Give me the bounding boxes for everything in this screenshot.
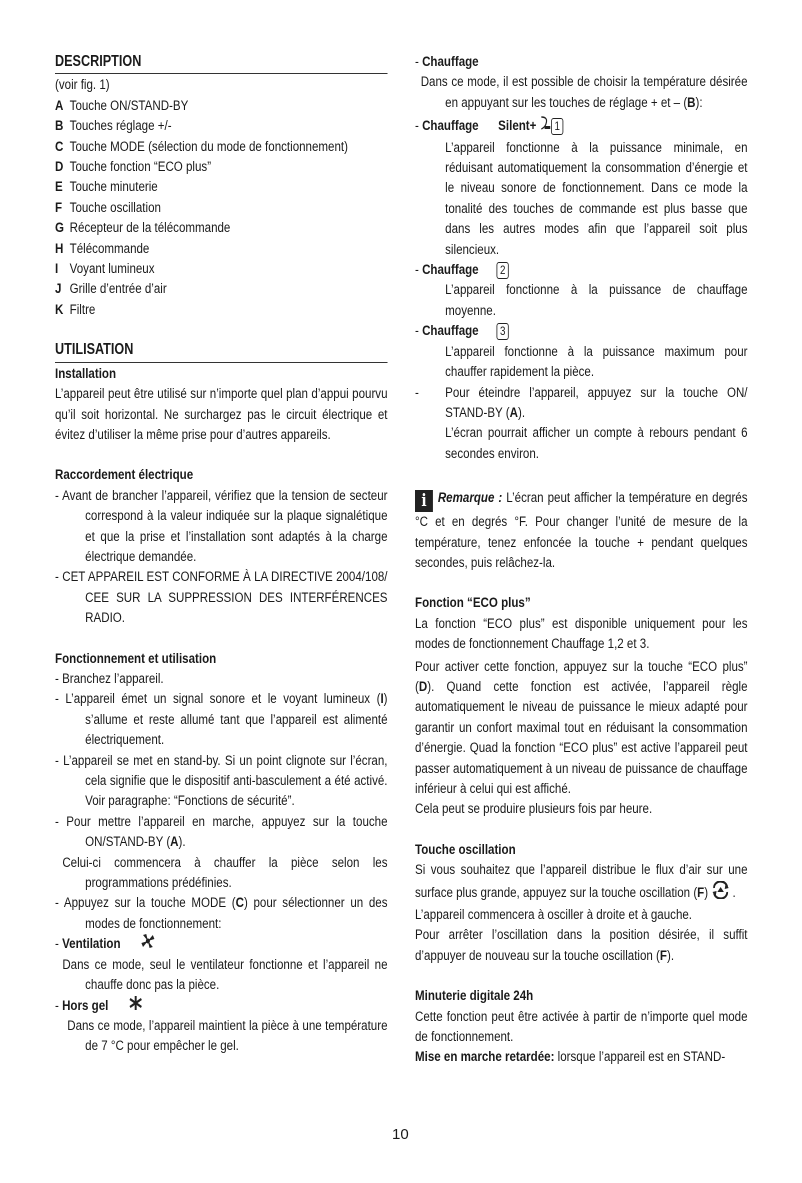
list-item: - Avant de brancher l’appareil, vérifiez que la tension de secteur correspond à la valeur indiquée sur la plaque signalétique et que la prise et l’installation sont adaptés à la charge électrique demandée.: [55, 487, 388, 565]
component-list: [55, 96, 388, 320]
mode-chauffage-title: - Chauffage: [415, 54, 479, 70]
mode-horsgel-text: Dans ce mode, l’appareil maintient la pièce à une température de 7 °C pour empêcher le gel.: [67, 1017, 388, 1055]
remark-note: i Remarque : L’écran peut afficher la température en degrés °C et en degrés °F. Pour changer l’unité de mesure de la température, tenez enfoncée la touche + pendant quelques secondes, puis relâchez-la.: [415, 490, 748, 571]
component-item: A Touche ON/STAND-BY: [55, 97, 189, 114]
mode-3-badge: 3: [497, 323, 509, 340]
eco-heading: Fonction “ECO plus”: [415, 595, 531, 612]
left-column: [55, 52, 388, 1057]
power-off-text: - Pour éteindre l’appareil, appuyez sur la touche ON/ STAND-BY (A).: [415, 384, 748, 421]
component-item: C Touche MODE (sélection du mode de fonctionnement): [55, 138, 348, 155]
description-heading: DESCRIPTION: [55, 52, 388, 74]
minuterie-text-2: Mise en marche retardée: lorsque l’appareil est en STAND-: [415, 1049, 726, 1066]
list-item: - L’appareil émet un signal sonore et le voyant lumineux (I) s’allume et reste allumé tant que l’appareil est alimenté électriquement.: [55, 691, 388, 749]
countdown-text: L’écran pourrait afficher un compte à rebours pendant 6 secondes environ.: [445, 425, 748, 462]
eco-text-2: Pour activer cette fonction, appuyez sur la touche “ECO plus” (D). Quand cette fonction est activée, l’appareil règle automatiquement le niveau de puissance le mieux adapté pour garantir un confort maximal tout en réduisant la consommation d’énergie. Quad la fonction “ECO plus” est active l’appareil peut passer automatiquement à un niveau de puissance de chauffage inférieur à celui qui est affiché.: [415, 658, 748, 797]
mode-chauffage-text: Dans ce mode, il est possible de choisir la température désirée en appuyant sur les touches de réglage + et – (B):: [420, 74, 748, 111]
right-column: [415, 52, 748, 1068]
component-item: G Récepteur de la télécommande: [55, 220, 231, 237]
component-item: E Touche minuterie: [55, 179, 158, 196]
list-item: Celui-ci commencera à chauffer la pièce selon les programmations prédéfinies.: [62, 854, 388, 892]
mode-2-title: - Chauffage 2: [415, 260, 748, 280]
oscillation-text-1: Si vous souhaitez que l’appareil distribue le flux d’air sur une surface plus grande, appuyez sur la touche oscillation (F) .: [415, 860, 748, 905]
mode-silent-text: L’appareil fonctionne à la puissance minimale, en réduisant automatiquement la consommation d’énergie et le niveau sonore de fonctionnement. Dans ce mode la tonalité des touches de commande est plus basse que dans les autres modes afin que l’appareil soit plus silencieux.: [445, 139, 748, 258]
mode-2-text: L’appareil fonctionne à la puissance de chauffage moyenne.: [445, 282, 748, 319]
mode-horsgel-title: - Hors gel: [55, 996, 388, 1016]
raccordement-heading: Raccordement électrique: [55, 467, 194, 484]
component-item: D Touche fonction “ECO plus”: [55, 159, 212, 176]
component-item: K Filtre: [55, 301, 96, 318]
snowflake-icon: [129, 996, 142, 1016]
list-item: - Pour mettre l’appareil en marche, appuyez sur la touche ON/STAND-BY (A).: [55, 813, 388, 851]
list-item: - Branchez l’appareil.: [55, 670, 164, 687]
installation-text: L’appareil peut être utilisé sur n’importe quel plan d’appui pourvu qu’il soit horizontal. Ne surchargez pas le circuit électrique et évitez d’utiliser la même prise pour d’autres appareils.: [55, 386, 388, 443]
oscillation-heading: Touche oscillation: [415, 841, 516, 858]
installation-heading: Installation: [55, 365, 117, 382]
mode-2-badge: 2: [497, 262, 509, 279]
fonctionnement-heading: Fonctionnement et utilisation: [55, 650, 217, 667]
oscillation-icon: [711, 881, 729, 905]
component-item: B Touches réglage +/-: [55, 118, 172, 135]
component-item: J Grille d’entrée d’air: [55, 281, 167, 298]
oscillation-text-3: Pour arrêter l’oscillation dans la position désirée, il suffit d’appuyer de nouveau sur la touche oscillation (F).: [415, 927, 748, 964]
mode-ventilation-text: Dans ce mode, seul le ventilateur fonctionne et l’appareil ne chauffe donc pas la pièce.: [62, 956, 388, 994]
component-item: I Voyant lumineux: [55, 261, 155, 278]
eco-text-3: Cela peut se produire plusieurs fois par heure.: [415, 801, 653, 818]
minuterie-text-1: Cette fonction peut être activée à partir de n’importe quel mode de fonctionnement.: [415, 1008, 748, 1046]
silent-mode-icon: [540, 115, 551, 137]
page-number: 10: [392, 1126, 409, 1143]
list-item: - L’appareil se met en stand-by. Si un point clignote sur l’écran, cela signifie que le dispositif anti-basculement a été activé. Voir paragraphe: “Fonctions de sécurité”.: [55, 752, 388, 810]
component-item: H Télécommande: [55, 240, 150, 257]
mode-3-text: L’appareil fonctionne à la puissance maximum pour chauffer rapidement la pièce.: [445, 343, 748, 381]
mode-silent-title: - Chauffage Silent+ 1: [415, 115, 748, 137]
fan-icon: [142, 934, 155, 954]
component-item: F Touche oscillation: [55, 199, 161, 216]
mode-3-title: - Chauffage 3: [415, 321, 748, 341]
oscillation-text-2: L’appareil commencera à osciller à droite et à gauche.: [415, 907, 693, 924]
info-icon: i: [415, 490, 433, 512]
utilisation-heading: UTILISATION: [55, 340, 388, 362]
list-item: - CET APPAREIL EST CONFORME À LA DIRECTIVE 2004/108/ CEE SUR LA SUPPRESSION DES INTERFÉRENCES RADIO.: [55, 569, 388, 627]
list-item: - Appuyez sur la touche MODE (C) pour sélectionner un des modes de fonctionnement:: [55, 895, 388, 932]
figure-reference: (voir fig. 1): [55, 77, 110, 94]
mode-ventilation-title: - Ventilation: [55, 934, 388, 954]
eco-text-1: La fonction “ECO plus” est disponible uniquement pour les modes de fonctionnement Chauffage 1,2 et 3.: [415, 615, 748, 653]
mode-1-badge: 1: [551, 118, 563, 135]
minuterie-heading: Minuterie digitale 24h: [415, 988, 534, 1005]
